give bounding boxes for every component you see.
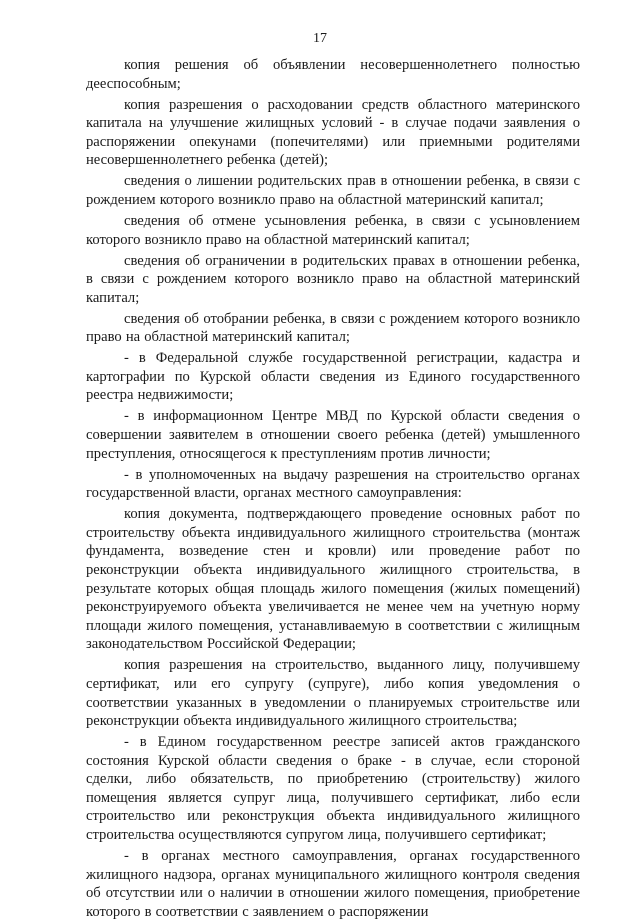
paragraph: копия разрешения о расходовании средств областного материнского капитала на улучшение жилищных условий - в случае подачи заявления о распоряжении опекунами (попечителями) или приемными родителями несовершеннолетнего ребенка (детей); (86, 96, 580, 169)
paragraph: - в Федеральной службе государственной регистрации, кадастра и картографии по Курской области сведения из Единого государственного реестра недвижимости; (86, 350, 580, 404)
paragraph: - в органах местного самоуправления, органах государственного жилищного надзора, органах муниципального жилищного контроля сведения об отсутствии или о наличии в отношении жилого помещения, приобретение которого в соответствии с заявлением о распоряжении (86, 848, 580, 920)
document-body (86, 56, 580, 924)
paragraph: сведения об отмене усыновления ребенка, в связи с усыновлением которого возникло право на областной материнский капитал; (86, 212, 580, 248)
paragraph: - в уполномоченных на выдачу разрешения на строительство органах государственной власти, органах местного самоуправления: (86, 466, 580, 502)
page-number: 17 (313, 31, 327, 46)
paragraph: копия документа, подтверждающего проведение основных работ по строительству объекта индивидуального жилищного строительства (монтаж фундамента, возведение стен и кровли) или проведение работ по реконструкции объекта индивидуального жилищного строительства, в результате которых общая площадь жилого помещения (жилых помещений) реконструируемого объекта увеличивается не менее чем на учетную норму площади жилого помещения, устанавливаемую в соответствии с жилищным законодательством Российской Федерации; (86, 506, 580, 653)
paragraph: копия разрешения на строительство, выданного лицу, получившему сертификат, или его супругу (супруге), либо копия уведомления о соответствии указанных в уведомлении о планируемых строительстве или реконструкции объекта индивидуального жилищного строительства; (86, 657, 580, 730)
paragraph: - в информационном Центре МВД по Курской области сведения о совершении заявителем в отношении своего ребенка (детей) умышленного преступления, относящегося к преступлениям против личности; (86, 408, 580, 462)
paragraph: копия решения об объявлении несовершеннолетнего полностью дееспособным; (86, 57, 580, 92)
paragraph: сведения об отобрании ребенка, в связи с рождением которого возникло право на областной материнский капитал; (86, 310, 580, 346)
paragraph: сведения о лишении родительских прав в отношении ребенка, в связи с рождением которого возникло право на областной материнский капитал; (86, 173, 580, 208)
paragraph: сведения об ограничении в родительских правах в отношении ребенка, в связи с рождением которого возникло право на областной материнский капитал; (86, 252, 580, 306)
paragraph: - в Едином государственном реестре записей актов гражданского состояния Курской области сведения о браке - в случае, если стороной сделки, либо обязательств, по приобретению (строительству) жилого помещения является супруг лица, получившего сертификат, либо если строительство или реконструкция объекта индивидуального жилищного строительства осуществляются супругом лица, получившего сертификат; (86, 734, 580, 844)
